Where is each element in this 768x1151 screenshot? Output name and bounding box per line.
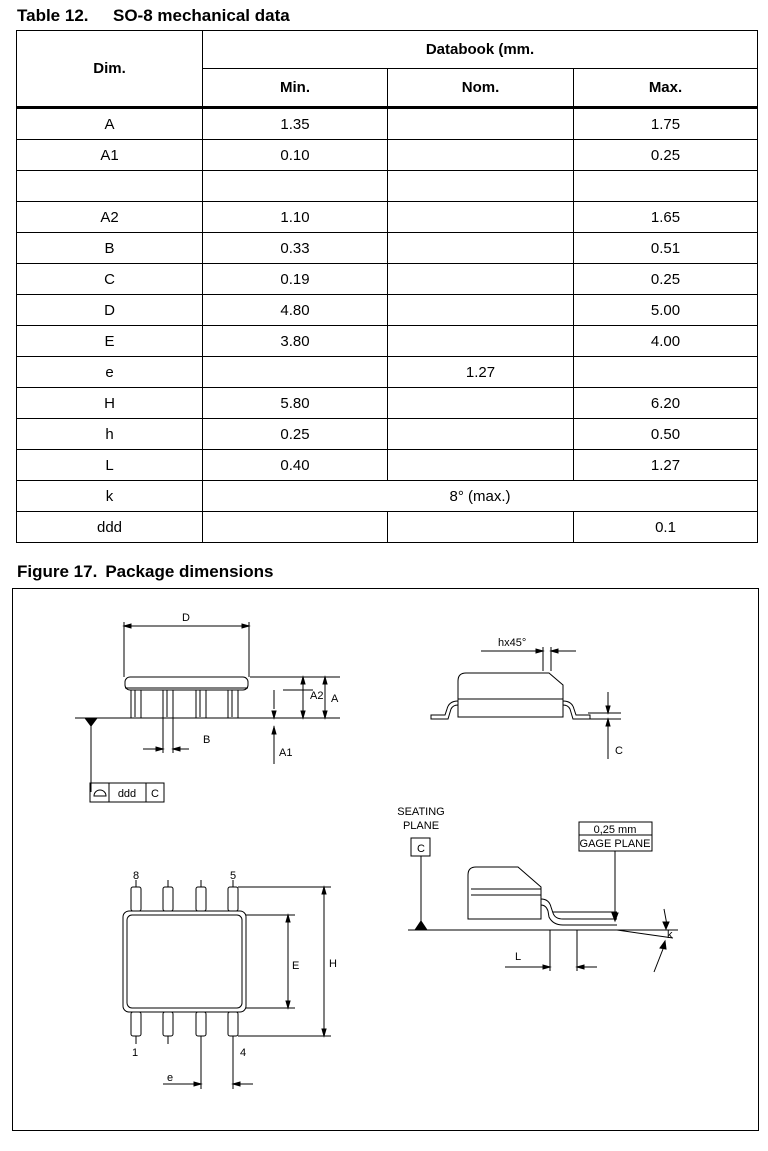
package-drawing	[13, 589, 758, 1130]
cell-min: 5.80	[203, 388, 388, 419]
cell-nom	[388, 419, 574, 450]
cell-dim: C	[17, 264, 203, 295]
label-c-ref: C	[151, 788, 159, 800]
table-row	[17, 357, 758, 388]
table-row	[17, 512, 758, 543]
cell-nom	[388, 512, 574, 543]
top-view	[123, 870, 337, 1089]
cell-min	[203, 512, 388, 543]
figure-number: Figure 17.	[17, 562, 98, 581]
cell-dim: h	[17, 419, 203, 450]
table-caption	[17, 6, 290, 26]
header-max: Max.	[574, 69, 758, 108]
cell-nom: 1.27	[388, 357, 574, 388]
cell-min: 0.10	[203, 140, 388, 171]
cell-nom	[388, 140, 574, 171]
cell-dim: A	[17, 108, 203, 140]
label-k: k	[667, 929, 673, 941]
mechanical-data-table	[16, 30, 758, 543]
cell-dim: D	[17, 295, 203, 326]
cell-nom	[388, 233, 574, 264]
seating-plane-detail	[397, 806, 678, 972]
label-plane: PLANE	[402, 820, 440, 832]
table-row	[17, 295, 758, 326]
label-A2: A2	[310, 690, 324, 702]
table-row	[17, 481, 758, 512]
cell-dim: L	[17, 450, 203, 481]
cell-max: 5.00	[574, 295, 758, 326]
cell-max	[574, 357, 758, 388]
cell-nom	[388, 264, 574, 295]
cell-max: 0.25	[574, 140, 758, 171]
cell-min: 3.80	[203, 326, 388, 357]
table-row	[17, 171, 758, 202]
cell-dim	[17, 171, 203, 202]
label-D: D	[182, 612, 190, 624]
cell-max: 1.65	[574, 202, 758, 233]
cell-nom	[388, 326, 574, 357]
table-row	[17, 108, 758, 140]
cell-nom	[388, 388, 574, 419]
table-row	[17, 419, 758, 450]
cell-min: 0.40	[203, 450, 388, 481]
label-pin4: 4	[240, 1047, 247, 1059]
label-ddd: ddd	[117, 788, 137, 800]
table-row	[17, 450, 758, 481]
header-min: Min.	[203, 69, 388, 108]
end-view	[431, 637, 623, 759]
cell-min: 1.35	[203, 108, 388, 140]
label-B: B	[203, 734, 211, 746]
table-number: Table 12.	[17, 6, 89, 25]
cell-nom	[388, 171, 574, 202]
table-row	[17, 202, 758, 233]
cell-nom	[388, 108, 574, 140]
table-row	[17, 264, 758, 295]
cell-dim: ddd	[17, 512, 203, 543]
label-gage-plane: GAGE PLANE	[579, 838, 651, 850]
cell-dim: H	[17, 388, 203, 419]
label-pin5: 5	[230, 870, 237, 882]
cell-max: 1.27	[574, 450, 758, 481]
table-row	[17, 140, 758, 171]
cell-nom	[388, 450, 574, 481]
cell-min: 0.25	[203, 419, 388, 450]
cell-dim: e	[17, 357, 203, 388]
table-row	[17, 326, 758, 357]
cell-min: 0.19	[203, 264, 388, 295]
figure-title: Package dimensions	[105, 562, 274, 581]
side-view	[75, 612, 340, 802]
label-H: H	[329, 958, 337, 970]
label-seating-ref: C	[417, 843, 425, 855]
cell-nom	[388, 202, 574, 233]
cell-max: 4.00	[574, 326, 758, 357]
cell-min: 1.10	[203, 202, 388, 233]
cell-dim: E	[17, 326, 203, 357]
label-A: A	[331, 693, 339, 705]
cell-dim: k	[17, 481, 203, 512]
header-dim: Dim.	[17, 31, 203, 108]
cell-max: 0.1	[574, 512, 758, 543]
table-row	[17, 233, 758, 264]
cell-dim: A2	[17, 202, 203, 233]
label-hx45: hx45°	[498, 637, 527, 649]
label-A1: A1	[279, 747, 293, 759]
figure-caption	[17, 562, 274, 582]
cell-max: 0.51	[574, 233, 758, 264]
label-gage-value: 0,25 mm	[593, 824, 637, 836]
label-E: E	[292, 960, 300, 972]
label-e: e	[167, 1072, 174, 1084]
cell-dim: B	[17, 233, 203, 264]
header-databook: Databook (mm.	[203, 31, 758, 69]
cell-span: 8° (max.)	[203, 481, 758, 512]
label-pin1: 1	[132, 1047, 139, 1059]
cell-max	[574, 171, 758, 202]
label-L: L	[515, 951, 522, 963]
cell-max: 0.25	[574, 264, 758, 295]
cell-max: 0.50	[574, 419, 758, 450]
label-seating: SEATING	[397, 806, 445, 818]
label-pin8: 8	[133, 870, 140, 882]
cell-min	[203, 357, 388, 388]
table-title: SO-8 mechanical data	[113, 6, 290, 25]
cell-dim: A1	[17, 140, 203, 171]
package-dimensions-figure	[12, 588, 759, 1131]
cell-min: 0.33	[203, 233, 388, 264]
cell-max: 1.75	[574, 108, 758, 140]
table-row	[17, 388, 758, 419]
header-nom: Nom.	[388, 69, 574, 108]
label-C: C	[615, 745, 623, 757]
cell-nom	[388, 295, 574, 326]
cell-min: 4.80	[203, 295, 388, 326]
cell-max: 6.20	[574, 388, 758, 419]
cell-min	[203, 171, 388, 202]
